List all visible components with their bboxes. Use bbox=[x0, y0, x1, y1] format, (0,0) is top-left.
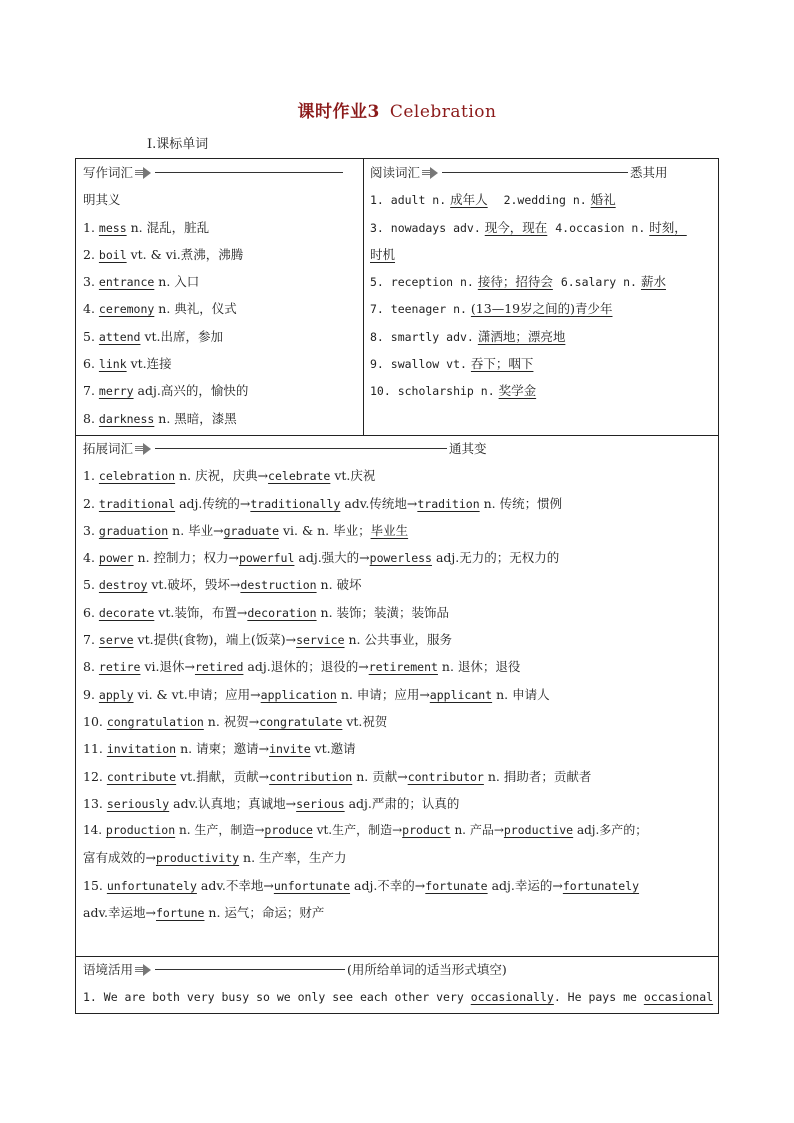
list-item: 9. apply vi. & vt.申请；应用→application n. 申请；应用→applicant n. 申请人 bbox=[83, 686, 550, 702]
list-item: 2. traditional adj.传统的→traditionally adv.传统地→tradition n. 传统；惯例 bbox=[83, 495, 563, 511]
writing-vocab-cell bbox=[83, 159, 358, 432]
section-heading: Ⅰ.课标单词 bbox=[147, 137, 209, 152]
list-item: 10. scholarship n. 奖学金 bbox=[370, 383, 537, 399]
list-item-continued: 富有成效的→productivity n. 生产率，生产力 bbox=[83, 850, 347, 866]
list-item: 3. graduation n. 毕业→graduate vi. & n. 毕业；毕业生 bbox=[83, 522, 409, 538]
list-item: 12. contribute vt.捐献，贡献→contribution n. 贡献→contributor n. 捐助者；贡献者 bbox=[83, 768, 592, 784]
exercise-sentence: 1. We are both very busy so we only see each other very occasionally. He pays me occasional bbox=[83, 990, 714, 1005]
arrow-icon bbox=[422, 167, 438, 179]
list-item: 6. decorate vt.装饰，布置→decoration n. 装饰；装潢；装饰品 bbox=[83, 604, 450, 620]
list-item: 8. smartly adv. 潇洒地；漂亮地 bbox=[370, 328, 566, 344]
list-item: 6. link vt.连接 bbox=[83, 356, 172, 372]
vocabulary-table bbox=[75, 158, 719, 1014]
list-item-continued: adv.幸运地→fortune n. 运气；命运；财产 bbox=[83, 905, 325, 921]
list-item: 10. congratulation n. 祝贺→congratulate vt.祝贺 bbox=[83, 713, 388, 729]
list-item: 8. retire vi.退休→retired adj.退休的；退役的→retirement n. 退休；退役 bbox=[83, 659, 521, 675]
list-item: 3. entrance n. 入口 bbox=[83, 274, 200, 290]
arrow-icon bbox=[135, 964, 151, 976]
list-item: 5. reception n. 接待；招待会 6.salary n. 薪水 bbox=[370, 274, 666, 290]
expand-vocab-cell bbox=[83, 435, 713, 926]
list-item: 14. production n. 生产，制造→produce vt.生产，制造→product n. 产品→productive adj.多产的； bbox=[83, 823, 648, 838]
arrow-icon bbox=[135, 443, 151, 455]
list-item: 9. swallow vt. 吞下；咽下 bbox=[370, 356, 534, 372]
writing-tail: 明其义 bbox=[83, 192, 121, 208]
context-header: 语境活用 (用所给单词的适当形式填空) bbox=[83, 962, 507, 977]
list-item: 时机 bbox=[370, 246, 396, 262]
page-title: 课时作业3 Celebration bbox=[297, 102, 497, 122]
expand-header: 拓展词汇 通其变 bbox=[83, 441, 487, 456]
list-item: 7. serve vt.提供(食物)，端上(饭菜)→service n. 公共事业，服务 bbox=[83, 632, 453, 648]
list-item: 5. destroy vt.破坏，毁坏→destruction n. 破坏 bbox=[83, 577, 362, 593]
column-divider bbox=[363, 159, 364, 435]
list-item: 5. attend vt.出席，参加 bbox=[83, 328, 224, 344]
reading-vocab-cell bbox=[370, 159, 715, 405]
list-item: 4. ceremony n. 典礼，仪式 bbox=[83, 301, 237, 317]
arrow-icon bbox=[135, 167, 151, 179]
list-item: 2. boil vt. & vi.煮沸，沸腾 bbox=[83, 246, 244, 262]
list-item: 15. unfortunately adv.不幸地→unfortunate adj.不幸的→fortunate adj.幸运的→fortunately bbox=[83, 877, 640, 893]
list-item: 7. merry adj.高兴的，愉快的 bbox=[83, 383, 249, 399]
list-item: 7. teenager n. (13—19岁之间的)青少年 bbox=[370, 301, 613, 317]
writing-header: 写作词汇 bbox=[83, 159, 358, 186]
list-item: 11. invitation n. 请柬；邀请→invite vt.邀请 bbox=[83, 741, 356, 757]
list-item: 4. power n. 控制力；权力→powerful adj.强大的→powerless adj.无力的；无权力的 bbox=[83, 550, 560, 566]
list-item: 13. seriously adv.认真地；真诚地→serious adj.严肃的；认真的 bbox=[83, 795, 460, 811]
context-cell bbox=[83, 956, 715, 1011]
list-item: 8. darkness n. 黑暗，漆黑 bbox=[83, 410, 237, 426]
list-item: 1. celebration n. 庆祝，庆典→celebrate vt.庆祝 bbox=[83, 468, 376, 484]
reading-header: 阅读词汇 悉其用 bbox=[370, 165, 668, 180]
list-item: 3. nowadays adv. 现今，现在 4.occasion n. 时刻， bbox=[370, 219, 687, 235]
list-item: 1. mess n. 混乱，脏乱 bbox=[83, 219, 210, 235]
list-item: 1. adult n. 成年人 2.wedding n. 婚礼 bbox=[370, 192, 616, 208]
